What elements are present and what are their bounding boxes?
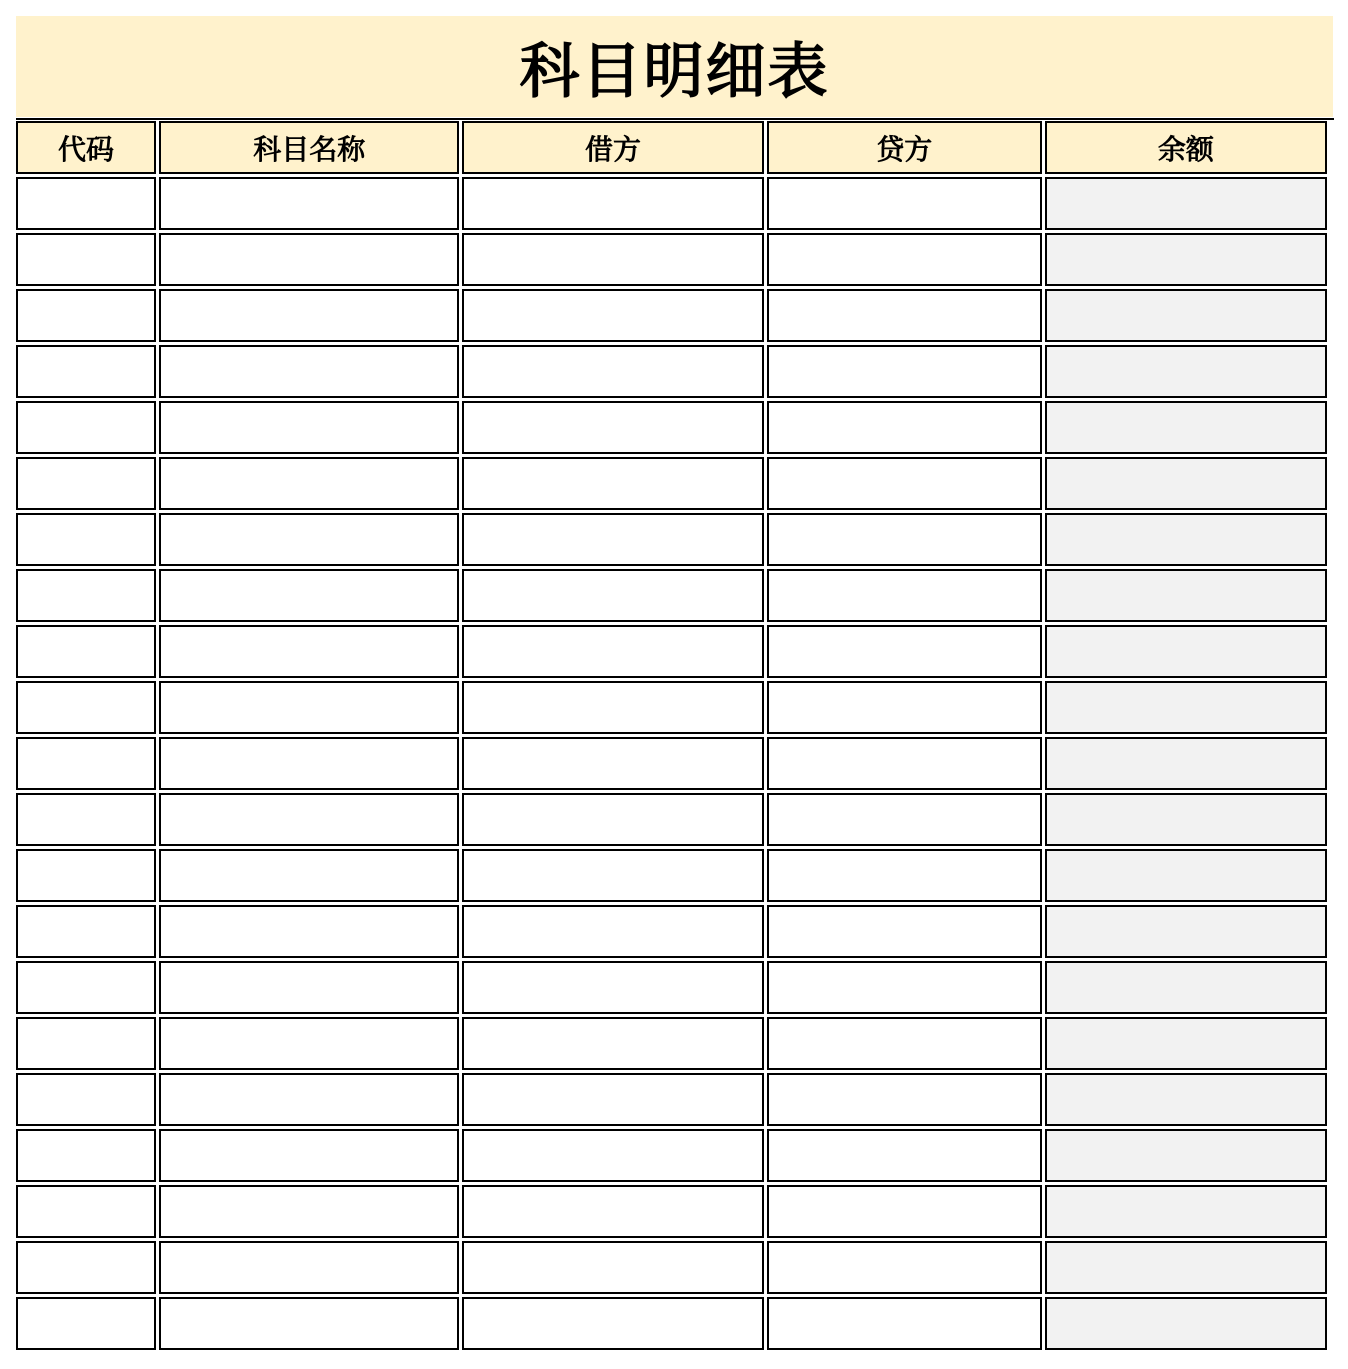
table-row [16,625,1327,678]
debit-cell[interactable] [462,737,763,790]
header-code: 代码 [16,121,156,174]
credit-cell[interactable] [767,345,1042,398]
account-name-cell[interactable] [159,401,459,454]
debit-cell[interactable] [462,961,763,1014]
table-row [16,681,1327,734]
balance-cell[interactable] [1045,1073,1327,1126]
debit-cell[interactable] [462,345,763,398]
page-title: 科目明细表 [519,36,830,107]
debit-cell[interactable] [462,457,763,510]
balance-cell[interactable] [1045,961,1327,1014]
credit-cell[interactable] [767,1297,1042,1350]
balance-cell[interactable] [1045,1297,1327,1350]
debit-cell[interactable] [462,1017,763,1070]
balance-cell[interactable] [1045,233,1327,286]
code-cell[interactable] [16,625,156,678]
balance-cell[interactable] [1045,401,1327,454]
code-cell[interactable] [16,737,156,790]
account-name-cell[interactable] [159,233,459,286]
debit-cell[interactable] [462,289,763,342]
credit-cell[interactable] [767,1185,1042,1238]
credit-cell[interactable] [767,1129,1042,1182]
balance-cell[interactable] [1045,849,1327,902]
code-cell[interactable] [16,289,156,342]
balance-cell[interactable] [1045,177,1327,230]
balance-cell[interactable] [1045,905,1327,958]
table-row [16,1185,1327,1238]
debit-cell[interactable] [462,1185,763,1238]
code-cell[interactable] [16,401,156,454]
account-name-cell[interactable] [159,177,459,230]
balance-cell[interactable] [1045,793,1327,846]
debit-cell[interactable] [462,1241,763,1294]
account-name-cell[interactable] [159,625,459,678]
table-row [16,1297,1327,1350]
balance-cell[interactable] [1045,681,1327,734]
credit-cell[interactable] [767,737,1042,790]
balance-cell[interactable] [1045,345,1327,398]
code-cell[interactable] [16,1241,156,1294]
credit-cell[interactable] [767,569,1042,622]
balance-cell[interactable] [1045,569,1327,622]
code-cell[interactable] [16,905,156,958]
credit-cell[interactable] [767,1017,1042,1070]
balance-cell[interactable] [1045,737,1327,790]
balance-cell[interactable] [1045,1129,1327,1182]
header-balance: 余额 [1045,121,1327,174]
table-row [16,905,1327,958]
code-cell[interactable] [16,961,156,1014]
table-row [16,737,1327,790]
code-cell[interactable] [16,1073,156,1126]
title-bar [16,16,1333,117]
credit-cell[interactable] [767,289,1042,342]
credit-cell[interactable] [767,793,1042,846]
debit-cell[interactable] [462,681,763,734]
code-cell[interactable] [16,1297,156,1350]
table-row [16,569,1327,622]
account-name-cell[interactable] [159,1241,459,1294]
account-name-cell[interactable] [159,1073,459,1126]
table-row [16,1017,1327,1070]
debit-cell[interactable] [462,1297,763,1350]
balance-cell[interactable] [1045,289,1327,342]
table-row [16,345,1327,398]
balance-cell[interactable] [1045,1017,1327,1070]
credit-cell[interactable] [767,961,1042,1014]
account-name-cell[interactable] [159,457,459,510]
code-cell[interactable] [16,457,156,510]
credit-cell[interactable] [767,233,1042,286]
table-row [16,233,1327,286]
debit-cell[interactable] [462,625,763,678]
header-debit: 借方 [462,121,763,174]
credit-cell[interactable] [767,681,1042,734]
debit-cell[interactable] [462,905,763,958]
account-name-cell[interactable] [159,289,459,342]
code-cell[interactable] [16,569,156,622]
header-credit: 贷方 [767,121,1042,174]
code-cell[interactable] [16,177,156,230]
account-name-cell[interactable] [159,1297,459,1350]
table-row [16,289,1327,342]
code-cell[interactable] [16,345,156,398]
ledger-body [16,177,1327,1350]
debit-cell[interactable] [462,1073,763,1126]
credit-cell[interactable] [767,513,1042,566]
code-cell[interactable] [16,793,156,846]
table-row [16,401,1327,454]
credit-cell[interactable] [767,401,1042,454]
debit-cell[interactable] [462,177,763,230]
table-row [16,961,1327,1014]
table-row [16,513,1327,566]
debit-cell[interactable] [462,1129,763,1182]
account-name-cell[interactable] [159,513,459,566]
table-row [16,457,1327,510]
debit-cell[interactable] [462,569,763,622]
account-name-cell[interactable] [159,1017,459,1070]
header-row [16,121,1327,174]
table-row [16,177,1327,230]
balance-cell[interactable] [1045,457,1327,510]
account-name-cell[interactable] [159,1185,459,1238]
account-name-cell[interactable] [159,737,459,790]
credit-cell[interactable] [767,177,1042,230]
debit-cell[interactable] [462,233,763,286]
debit-cell[interactable] [462,793,763,846]
debit-cell[interactable] [462,401,763,454]
balance-cell[interactable] [1045,1185,1327,1238]
code-cell[interactable] [16,513,156,566]
code-cell[interactable] [16,1129,156,1182]
balance-cell[interactable] [1045,513,1327,566]
account-name-cell[interactable] [159,961,459,1014]
account-name-cell[interactable] [159,1129,459,1182]
ledger-table [13,118,1330,1353]
table-row [16,1129,1327,1182]
account-name-cell[interactable] [159,905,459,958]
credit-cell[interactable] [767,457,1042,510]
code-cell[interactable] [16,233,156,286]
account-name-cell[interactable] [159,345,459,398]
table-row [16,1241,1327,1294]
code-cell[interactable] [16,681,156,734]
credit-cell[interactable] [767,1241,1042,1294]
header-account-name: 科目名称 [159,121,459,174]
code-cell[interactable] [16,849,156,902]
table-row [16,849,1327,902]
credit-cell[interactable] [767,905,1042,958]
account-name-cell[interactable] [159,793,459,846]
table-row [16,793,1327,846]
account-name-cell[interactable] [159,569,459,622]
credit-cell[interactable] [767,1073,1042,1126]
code-cell[interactable] [16,1017,156,1070]
debit-cell[interactable] [462,849,763,902]
credit-cell[interactable] [767,625,1042,678]
code-cell[interactable] [16,1185,156,1238]
debit-cell[interactable] [462,513,763,566]
account-name-cell[interactable] [159,681,459,734]
balance-cell[interactable] [1045,625,1327,678]
balance-cell[interactable] [1045,1241,1327,1294]
credit-cell[interactable] [767,849,1042,902]
account-name-cell[interactable] [159,849,459,902]
table-row [16,1073,1327,1126]
